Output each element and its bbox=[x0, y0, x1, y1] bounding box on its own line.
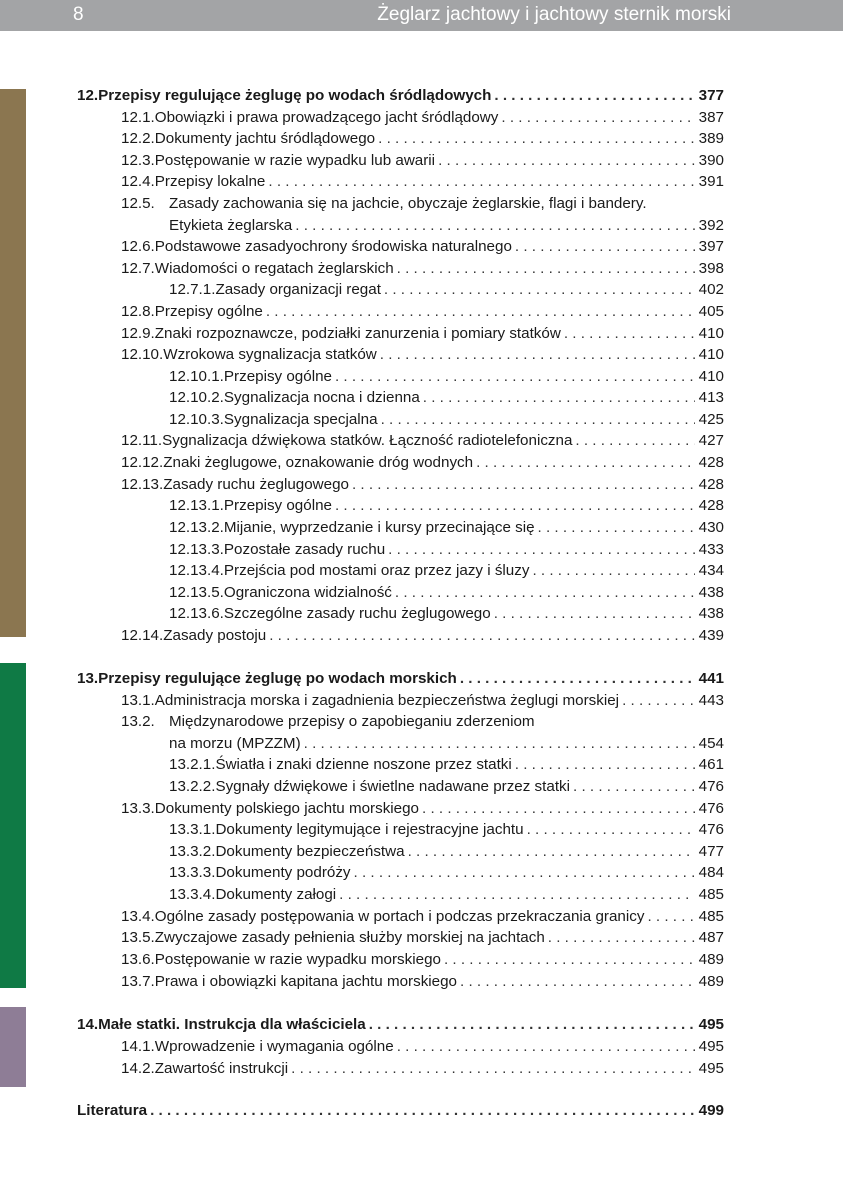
toc-title: Przepisy regulujące żeglugę po wodach morskich bbox=[98, 670, 457, 687]
toc-number: 13.2. bbox=[121, 713, 155, 730]
toc-number: 12. bbox=[77, 87, 99, 104]
toc-leader-dots bbox=[380, 346, 695, 363]
toc-leader-dots bbox=[335, 368, 695, 385]
toc-leader-dots bbox=[295, 217, 695, 234]
toc-title: Ogólne zasady postępowania w portach i podczas przekraczania granicy bbox=[154, 908, 645, 925]
toc-leader-dots bbox=[268, 173, 695, 190]
toc-entry-row[interactable] bbox=[121, 130, 724, 151]
toc-entry-row[interactable] bbox=[169, 519, 724, 540]
toc-leader-dots bbox=[378, 130, 695, 147]
toc-entry-row[interactable] bbox=[121, 325, 724, 346]
toc-entry-row[interactable] bbox=[169, 281, 724, 302]
toc-leader-dots bbox=[397, 1038, 695, 1055]
toc-leader-dots bbox=[494, 605, 695, 622]
toc-leader-dots bbox=[564, 325, 695, 342]
toc-entry-row[interactable] bbox=[121, 908, 724, 929]
toc-number: 12.8. bbox=[121, 303, 155, 320]
toc-leader-dots bbox=[384, 281, 695, 298]
toc-page-number: 476 bbox=[698, 821, 724, 838]
toc-page-number: 410 bbox=[698, 346, 724, 363]
toc-chapter-row[interactable] bbox=[77, 670, 724, 691]
toc-number: 14.2. bbox=[121, 1060, 155, 1077]
toc-number: 13.7. bbox=[121, 973, 155, 990]
toc-entry-row[interactable] bbox=[121, 195, 724, 216]
toc-page-number: 438 bbox=[698, 584, 724, 601]
toc-page-number: 398 bbox=[698, 260, 724, 277]
toc-leader-dots bbox=[538, 519, 695, 536]
toc-leader-dots bbox=[266, 303, 695, 320]
toc-title: Sygnalizacja dźwiękowa statków. Łączność radiotelefoniczna bbox=[162, 432, 573, 449]
toc-leader-dots bbox=[575, 432, 695, 449]
toc-title: Dokumenty podróży bbox=[215, 864, 351, 881]
toc-leader-dots bbox=[515, 238, 695, 255]
toc-page-number: 485 bbox=[698, 886, 724, 903]
toc-entry-row[interactable] bbox=[121, 260, 724, 281]
toc-number: 12.13.4. bbox=[169, 562, 224, 579]
toc-leader-dots bbox=[532, 562, 695, 579]
toc-entry-row[interactable] bbox=[121, 238, 724, 259]
toc-page-number: 476 bbox=[698, 800, 724, 817]
toc-entry-row[interactable] bbox=[169, 217, 724, 238]
toc-page-number: 397 bbox=[698, 238, 724, 255]
toc-entry-row[interactable] bbox=[121, 346, 724, 367]
toc-number: 12.3. bbox=[121, 152, 155, 169]
toc-leader-dots bbox=[408, 843, 695, 860]
toc-entry-row[interactable] bbox=[169, 843, 724, 864]
toc-page-number: 495 bbox=[698, 1016, 724, 1033]
toc-page-number: 391 bbox=[698, 173, 724, 190]
toc-page-number: 430 bbox=[698, 519, 724, 536]
toc-page-number: 443 bbox=[698, 692, 724, 709]
toc-number: 12.1. bbox=[121, 109, 155, 126]
toc-entry-row[interactable] bbox=[121, 476, 724, 497]
toc-page-number: 495 bbox=[698, 1038, 724, 1055]
toc-leader-dots bbox=[150, 1102, 695, 1119]
toc-title: Dokumenty bezpieczeństwa bbox=[215, 843, 405, 860]
toc-title: Szczególne zasady ruchu żeglugowego bbox=[223, 605, 491, 622]
page-header bbox=[0, 0, 843, 31]
toc-number: 12.13.2. bbox=[169, 519, 224, 536]
toc-title: Przepisy ogólne bbox=[223, 497, 332, 514]
toc-entry-row[interactable] bbox=[121, 973, 724, 994]
toc-number: 12.13. bbox=[121, 476, 164, 493]
toc-number: 13.3.2. bbox=[169, 843, 216, 860]
toc-leader-dots bbox=[460, 973, 695, 990]
toc-title: Obowiązki i prawa prowadzącego jacht śródlądowy bbox=[154, 109, 499, 126]
toc-title: Dokumenty legitymujące i rejestracyjne jachtu bbox=[215, 821, 524, 838]
toc-number: 12.2. bbox=[121, 130, 155, 147]
toc-leader-dots bbox=[291, 1060, 695, 1077]
toc-entry-row[interactable] bbox=[169, 541, 724, 562]
toc-page-number: 476 bbox=[698, 778, 724, 795]
toc-number: 13.4. bbox=[121, 908, 155, 925]
toc-number: 13.3. bbox=[121, 800, 155, 817]
toc-entry-row[interactable] bbox=[169, 735, 724, 756]
toc-title: Małe statki. Instrukcja dla właściciela bbox=[98, 1016, 366, 1033]
toc-page-number: 413 bbox=[698, 389, 724, 406]
toc-page-number: 410 bbox=[698, 325, 724, 342]
toc-number: 14.1. bbox=[121, 1038, 155, 1055]
toc-leader-dots bbox=[423, 389, 695, 406]
section-bar-green bbox=[0, 663, 26, 988]
toc-entry-row[interactable] bbox=[169, 497, 724, 518]
toc-chapter-row[interactable] bbox=[77, 1102, 724, 1123]
toc-entry-row[interactable] bbox=[121, 627, 724, 648]
toc-number: 12.13.1. bbox=[169, 497, 224, 514]
toc-title: Zasady postoju bbox=[163, 627, 267, 644]
toc-page-number: 428 bbox=[698, 497, 724, 514]
toc-page-number: 489 bbox=[698, 973, 724, 990]
toc-leader-dots bbox=[573, 778, 695, 795]
toc-title: Wiadomości o regatach żeglarskich bbox=[154, 260, 394, 277]
toc-page-number: 461 bbox=[698, 756, 724, 773]
toc-number: 12.10.3. bbox=[169, 411, 224, 428]
toc-number: 13. bbox=[77, 670, 99, 687]
toc-title: Światła i znaki dzienne noszone przez statki bbox=[215, 756, 512, 773]
toc-page-number: 428 bbox=[698, 476, 724, 493]
toc-entry-row[interactable] bbox=[121, 1038, 724, 1059]
toc-title: Postępowanie w razie wypadku morskiego bbox=[154, 951, 441, 968]
toc-title: Wprowadzenie i wymagania ogólne bbox=[154, 1038, 394, 1055]
toc-leader-dots bbox=[381, 411, 695, 428]
toc-title: Podstawowe zasadyochrony środowiska naturalnego bbox=[154, 238, 512, 255]
toc-page-number: 441 bbox=[698, 670, 724, 687]
toc-leader-dots bbox=[438, 152, 695, 169]
toc-leader-dots bbox=[388, 541, 695, 558]
toc-title: Literatura bbox=[77, 1102, 148, 1119]
toc-leader-dots bbox=[515, 756, 695, 773]
toc-title: Zasady zachowania się na jachcie, obyczaje żeglarskie, flagi i bandery. bbox=[169, 195, 647, 212]
toc-entry-row[interactable] bbox=[121, 152, 724, 173]
toc-page-number: 495 bbox=[698, 1060, 724, 1077]
toc-entry-row[interactable] bbox=[169, 821, 724, 842]
toc-entry-row[interactable] bbox=[169, 886, 724, 907]
toc-page-number: 489 bbox=[698, 951, 724, 968]
toc-page-number: 487 bbox=[698, 929, 724, 946]
toc-number: 12.13.5. bbox=[169, 584, 224, 601]
toc-leader-dots bbox=[269, 627, 695, 644]
toc-number: 13.3.4. bbox=[169, 886, 216, 903]
toc-title: Zawartość instrukcji bbox=[154, 1060, 289, 1077]
toc-leader-dots bbox=[622, 692, 695, 709]
toc-number: 12.5. bbox=[121, 195, 155, 212]
toc-title: Przepisy ogólne bbox=[223, 368, 332, 385]
toc-entry-row[interactable] bbox=[121, 432, 724, 453]
toc-title: Wzrokowa sygnalizacja statków bbox=[163, 346, 377, 363]
toc-entry-row[interactable] bbox=[121, 303, 724, 324]
toc-entry-row[interactable] bbox=[121, 1060, 724, 1081]
toc-leader-dots bbox=[339, 886, 695, 903]
toc-page-number: 427 bbox=[698, 432, 724, 449]
section-bar-purple bbox=[0, 1007, 26, 1087]
toc-number: 12.14. bbox=[121, 627, 164, 644]
toc-page-number: 484 bbox=[698, 864, 724, 881]
toc-page-number: 392 bbox=[698, 217, 724, 234]
toc-number: 12.13.6. bbox=[169, 605, 224, 622]
toc-leader-dots bbox=[460, 670, 695, 687]
toc-title: Sygnały dźwiękowe i świetlne nadawane przez statki bbox=[215, 778, 571, 795]
toc-title: Postępowanie w razie wypadku lub awarii bbox=[154, 152, 436, 169]
toc-title: Znaki żeglugowe, oznakowanie dróg wodnych bbox=[163, 454, 474, 471]
toc-leader-dots bbox=[304, 735, 695, 752]
toc-leader-dots bbox=[422, 800, 695, 817]
toc-leader-dots bbox=[527, 821, 695, 838]
toc-number: 14. bbox=[77, 1016, 99, 1033]
book-title: Żeglarz jachtowy i jachtowy sternik morski bbox=[377, 4, 731, 25]
toc-number: 13.2.1. bbox=[169, 756, 216, 773]
toc-page-number: 477 bbox=[698, 843, 724, 860]
toc-entry-row[interactable] bbox=[169, 368, 724, 389]
toc-title: Przepisy ogólne bbox=[154, 303, 263, 320]
toc-number: 12.9. bbox=[121, 325, 155, 342]
toc-chapter-row[interactable] bbox=[77, 1016, 724, 1037]
toc-number: 13.3.1. bbox=[169, 821, 216, 838]
toc-entry-row[interactable] bbox=[169, 864, 724, 885]
toc-title: Przepisy regulujące żeglugę po wodach śródlądowych bbox=[98, 87, 492, 104]
toc-page-number: 402 bbox=[698, 281, 724, 298]
toc-title: Międzynarodowe przepisy o zapobieganiu zderzeniom bbox=[169, 713, 535, 730]
toc-leader-dots bbox=[494, 87, 695, 104]
toc-entry-row[interactable] bbox=[121, 929, 724, 950]
toc-number: 13.6. bbox=[121, 951, 155, 968]
toc-leader-dots bbox=[501, 109, 695, 126]
toc-title: Prawa i obowiązki kapitana jachtu morskiego bbox=[154, 973, 457, 990]
toc-entry-row[interactable] bbox=[121, 692, 724, 713]
toc-title: Przepisy lokalne bbox=[154, 173, 266, 190]
toc-page-number: 389 bbox=[698, 130, 724, 147]
toc-entry-row[interactable] bbox=[169, 605, 724, 626]
toc-page-number: 428 bbox=[698, 454, 724, 471]
toc-entry-row[interactable] bbox=[121, 800, 724, 821]
toc-number: 13.3.3. bbox=[169, 864, 216, 881]
toc-page-number: 377 bbox=[698, 87, 724, 104]
toc-leader-dots bbox=[397, 260, 695, 277]
toc-title: Sygnalizacja nocna i dzienna bbox=[223, 389, 420, 406]
toc-number: 12.6. bbox=[121, 238, 155, 255]
toc-page-number: 425 bbox=[698, 411, 724, 428]
toc-chapter-row[interactable] bbox=[77, 87, 724, 108]
toc-page-number: 454 bbox=[698, 735, 724, 752]
toc-leader-dots bbox=[352, 476, 695, 493]
toc-title: na morzu (MPZZM) bbox=[169, 735, 301, 752]
toc-page-number: 499 bbox=[698, 1102, 724, 1119]
toc-page-number: 434 bbox=[698, 562, 724, 579]
toc-entry-row[interactable] bbox=[121, 173, 724, 194]
toc-entry-row[interactable] bbox=[169, 584, 724, 605]
toc-entry-row[interactable] bbox=[121, 951, 724, 972]
toc-title: Dokumenty jachtu śródlądowego bbox=[154, 130, 376, 147]
toc-page-number: 439 bbox=[698, 627, 724, 644]
toc-leader-dots bbox=[444, 951, 695, 968]
toc-leader-dots bbox=[369, 1016, 695, 1033]
toc-title: Ograniczona widzialność bbox=[223, 584, 392, 601]
toc-number: 12.4. bbox=[121, 173, 155, 190]
toc-number: 12.10.2. bbox=[169, 389, 224, 406]
toc-entry-row[interactable] bbox=[169, 389, 724, 410]
toc-leader-dots bbox=[354, 864, 695, 881]
toc-number: 12.11. bbox=[121, 432, 163, 449]
section-bar-brown bbox=[0, 89, 26, 637]
toc-title: Dokumenty załogi bbox=[215, 886, 337, 903]
toc-number: 12.10.1. bbox=[169, 368, 224, 385]
toc-page-number: 410 bbox=[698, 368, 724, 385]
toc-number: 12.7. bbox=[121, 260, 155, 277]
toc-leader-dots bbox=[476, 454, 695, 471]
toc-number: 13.2.2. bbox=[169, 778, 216, 795]
toc-leader-dots bbox=[548, 929, 695, 946]
toc-title: Przejścia pod mostami oraz przez jazy i śluzy bbox=[223, 562, 530, 579]
toc-title: Znaki rozpoznawcze, podziałki zanurzenia i pomiary statków bbox=[154, 325, 561, 342]
toc-page-number: 390 bbox=[698, 152, 724, 169]
toc-entry-row[interactable] bbox=[169, 756, 724, 777]
toc-title: Pozostałe zasady ruchu bbox=[223, 541, 386, 558]
toc-entry-row[interactable] bbox=[121, 109, 724, 130]
toc-title: Etykieta żeglarska bbox=[169, 217, 293, 234]
toc-number: 12.10. bbox=[121, 346, 164, 363]
toc-page-number: 387 bbox=[698, 109, 724, 126]
toc-entry-row[interactable] bbox=[169, 411, 724, 432]
toc-title: Zwyczajowe zasady pełnienia służby morskiej na jachtach bbox=[154, 929, 545, 946]
toc-number: 13.5. bbox=[121, 929, 155, 946]
toc-title: Mijanie, wyprzedzanie i kursy przecinające się bbox=[223, 519, 535, 536]
toc-page-number: 405 bbox=[698, 303, 724, 320]
toc-entry-row[interactable] bbox=[169, 778, 724, 799]
toc-title: Dokumenty polskiego jachtu morskiego bbox=[154, 800, 420, 817]
toc-number: 12.13.3. bbox=[169, 541, 224, 558]
toc-title: Zasady organizacji regat bbox=[215, 281, 381, 298]
toc-entry-row[interactable] bbox=[121, 713, 724, 734]
toc-number: 12.7.1. bbox=[169, 281, 216, 298]
toc-page-number: 438 bbox=[698, 605, 724, 622]
toc-title: Zasady ruchu żeglugowego bbox=[163, 476, 349, 493]
toc-title: Sygnalizacja specjalna bbox=[223, 411, 378, 428]
toc-leader-dots bbox=[335, 497, 695, 514]
page-number: 8 bbox=[73, 4, 84, 25]
toc-page-number: 433 bbox=[698, 541, 724, 558]
toc-leader-dots bbox=[395, 584, 695, 601]
toc-page-number: 485 bbox=[698, 908, 724, 925]
toc-leader-dots bbox=[647, 908, 695, 925]
toc-entry-row[interactable] bbox=[121, 454, 724, 475]
toc-number: 12.12. bbox=[121, 454, 164, 471]
toc-number: 13.1. bbox=[121, 692, 155, 709]
toc-entry-row[interactable] bbox=[169, 562, 724, 583]
toc-title: Administracja morska i zagadnienia bezpieczeństwa żeglugi morskiej bbox=[154, 692, 620, 709]
